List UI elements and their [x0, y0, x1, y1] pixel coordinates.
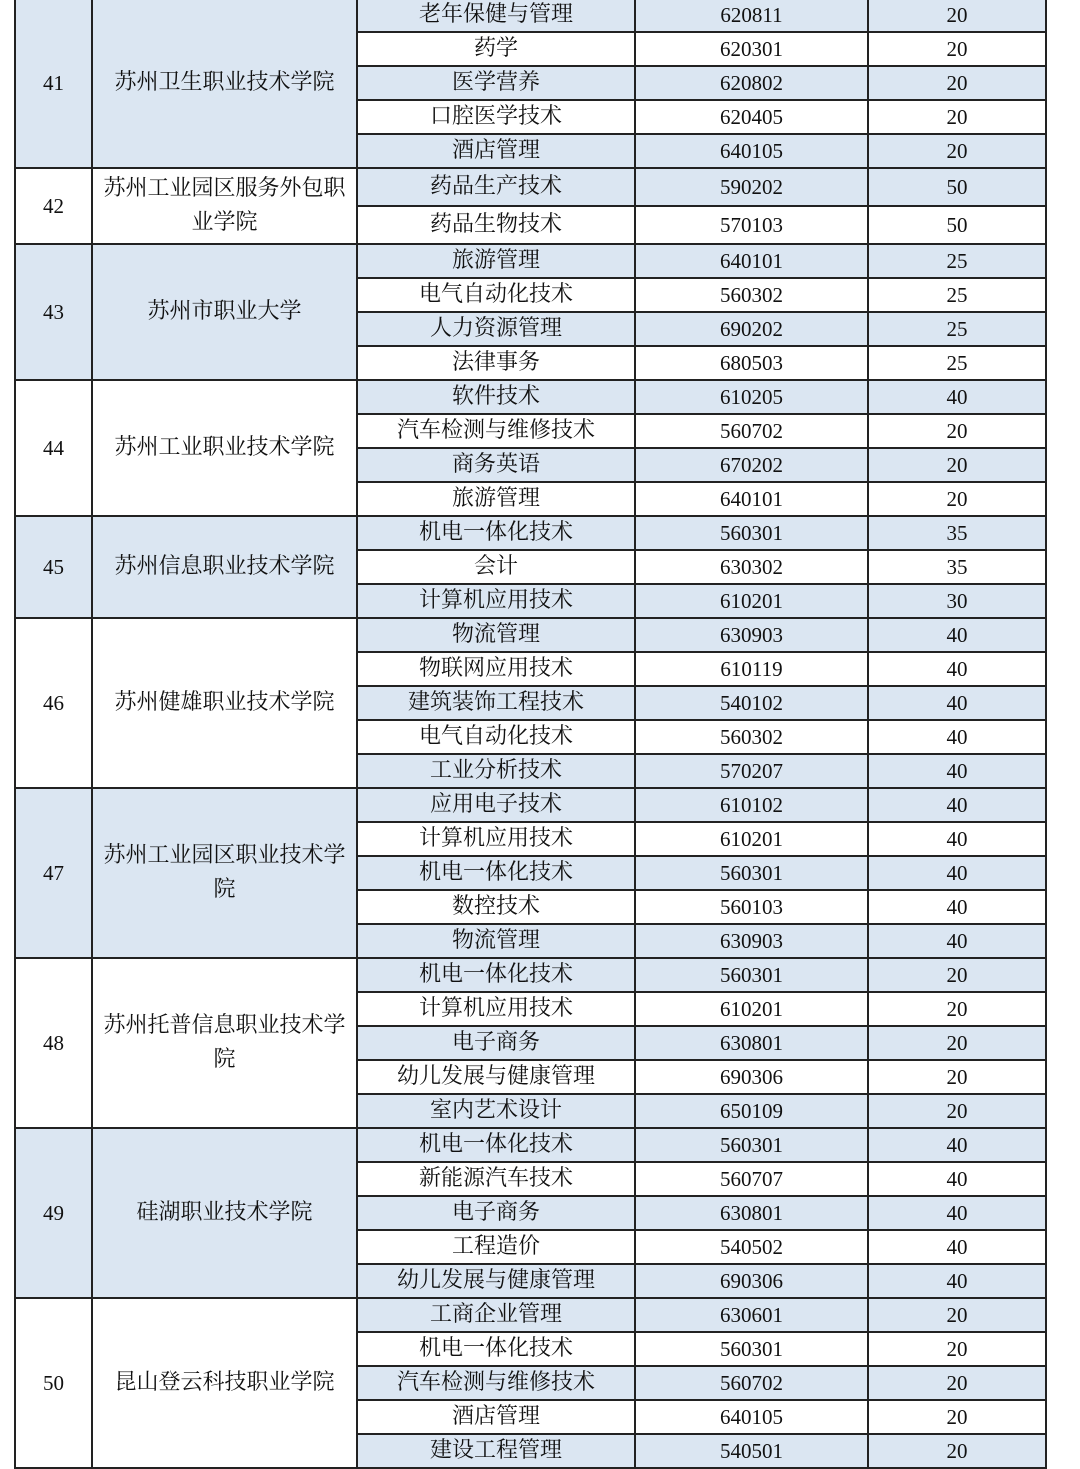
major-code: 640101	[636, 483, 869, 517]
enrollment-count: 20	[869, 101, 1047, 135]
enrollment-count: 40	[869, 619, 1047, 653]
major-code: 690306	[636, 1061, 869, 1095]
school-name: 苏州卫生职业技术学院	[93, 0, 358, 169]
major-name: 电子商务	[358, 1027, 636, 1061]
major-code: 560301	[636, 959, 869, 993]
major-name: 药品生物技术	[358, 207, 636, 245]
major-code: 630801	[636, 1197, 869, 1231]
major-name: 机电一体化技术	[358, 1129, 636, 1163]
major-code: 560302	[636, 721, 869, 755]
major-name: 工商企业管理	[358, 1299, 636, 1333]
school-name: 硅湖职业技术学院	[93, 1129, 358, 1299]
school-number: 44	[14, 381, 93, 517]
major-name: 老年保健与管理	[358, 0, 636, 33]
school-number: 48	[14, 959, 93, 1129]
enrollment-count: 20	[869, 33, 1047, 67]
enrollment-count: 20	[869, 959, 1047, 993]
major-code: 630903	[636, 619, 869, 653]
major-name: 幼儿发展与健康管理	[358, 1061, 636, 1095]
major-code: 560702	[636, 415, 869, 449]
major-name: 幼儿发展与健康管理	[358, 1265, 636, 1299]
major-name: 酒店管理	[358, 135, 636, 169]
enrollment-count: 25	[869, 279, 1047, 313]
enrollment-count: 20	[869, 135, 1047, 169]
major-code: 610102	[636, 789, 869, 823]
major-name: 电气自动化技术	[358, 721, 636, 755]
enrollment-count: 20	[869, 1095, 1047, 1129]
major-name: 法律事务	[358, 347, 636, 381]
major-code: 620802	[636, 67, 869, 101]
school-number: 41	[14, 0, 93, 169]
major-code: 560707	[636, 1163, 869, 1197]
enrollment-count: 40	[869, 891, 1047, 925]
major-name: 应用电子技术	[358, 789, 636, 823]
school-number: 42	[14, 169, 93, 245]
enrollment-count: 20	[869, 1401, 1047, 1435]
school-number: 47	[14, 789, 93, 959]
major-code: 640105	[636, 135, 869, 169]
major-code: 630903	[636, 925, 869, 959]
major-name: 数控技术	[358, 891, 636, 925]
enrollment-count: 20	[869, 1367, 1047, 1401]
major-name: 电子商务	[358, 1197, 636, 1231]
major-code: 560302	[636, 279, 869, 313]
major-name: 新能源汽车技术	[358, 1163, 636, 1197]
enrollment-count: 40	[869, 1197, 1047, 1231]
school-name: 苏州工业职业技术学院	[93, 381, 358, 517]
major-name: 医学营养	[358, 67, 636, 101]
major-name: 旅游管理	[358, 483, 636, 517]
enrollment-count: 20	[869, 1299, 1047, 1333]
enrollment-count: 40	[869, 687, 1047, 721]
school-number: 46	[14, 619, 93, 789]
major-code: 610201	[636, 585, 869, 619]
major-code: 540501	[636, 1435, 869, 1469]
major-code: 670202	[636, 449, 869, 483]
major-name: 工程造价	[358, 1231, 636, 1265]
enrollment-count: 40	[869, 755, 1047, 789]
enrollment-count: 25	[869, 313, 1047, 347]
enrollment-count: 20	[869, 415, 1047, 449]
major-code: 560702	[636, 1367, 869, 1401]
enrollment-count: 20	[869, 0, 1047, 33]
school-name: 苏州工业园区职业技术学院	[93, 789, 358, 959]
enrollment-count: 40	[869, 721, 1047, 755]
major-code: 630801	[636, 1027, 869, 1061]
enrollment-count: 20	[869, 993, 1047, 1027]
major-code: 560301	[636, 1333, 869, 1367]
major-name: 机电一体化技术	[358, 517, 636, 551]
major-code: 560301	[636, 857, 869, 891]
major-name: 建设工程管理	[358, 1435, 636, 1469]
major-code: 560103	[636, 891, 869, 925]
major-name: 计算机应用技术	[358, 585, 636, 619]
major-code: 540502	[636, 1231, 869, 1265]
major-name: 会计	[358, 551, 636, 585]
school-name: 苏州信息职业技术学院	[93, 517, 358, 619]
enrollment-count: 20	[869, 1027, 1047, 1061]
major-code: 640101	[636, 245, 869, 279]
major-name: 物联网应用技术	[358, 653, 636, 687]
major-name: 计算机应用技术	[358, 823, 636, 857]
major-name: 建筑装饰工程技术	[358, 687, 636, 721]
major-name: 工业分析技术	[358, 755, 636, 789]
major-name: 机电一体化技术	[358, 959, 636, 993]
major-code: 630302	[636, 551, 869, 585]
school-number: 45	[14, 517, 93, 619]
enrollment-count: 20	[869, 449, 1047, 483]
major-code: 540102	[636, 687, 869, 721]
major-code: 640105	[636, 1401, 869, 1435]
major-code: 650109	[636, 1095, 869, 1129]
major-code: 620811	[636, 0, 869, 33]
major-name: 商务英语	[358, 449, 636, 483]
major-code: 610201	[636, 993, 869, 1027]
major-name: 旅游管理	[358, 245, 636, 279]
enrollment-count: 40	[869, 789, 1047, 823]
major-name: 计算机应用技术	[358, 993, 636, 1027]
enrollment-table	[14, 0, 1047, 1463]
major-code: 560301	[636, 1129, 869, 1163]
enrollment-count: 40	[869, 653, 1047, 687]
enrollment-count: 30	[869, 585, 1047, 619]
major-name: 人力资源管理	[358, 313, 636, 347]
school-number: 50	[14, 1299, 93, 1469]
major-name: 汽车检测与维修技术	[358, 415, 636, 449]
enrollment-count: 20	[869, 67, 1047, 101]
major-name: 软件技术	[358, 381, 636, 415]
enrollment-count: 40	[869, 857, 1047, 891]
major-code: 690306	[636, 1265, 869, 1299]
enrollment-count: 40	[869, 381, 1047, 415]
enrollment-count: 40	[869, 1231, 1047, 1265]
school-name: 苏州健雄职业技术学院	[93, 619, 358, 789]
enrollment-count: 35	[869, 517, 1047, 551]
enrollment-count: 40	[869, 823, 1047, 857]
enrollment-count: 25	[869, 347, 1047, 381]
enrollment-count: 35	[869, 551, 1047, 585]
school-name: 苏州托普信息职业技术学院	[93, 959, 358, 1129]
major-code: 560301	[636, 517, 869, 551]
enrollment-count: 20	[869, 1061, 1047, 1095]
school-number: 49	[14, 1129, 93, 1299]
enrollment-count: 40	[869, 1129, 1047, 1163]
enrollment-count: 40	[869, 1163, 1047, 1197]
major-name: 电气自动化技术	[358, 279, 636, 313]
major-name: 口腔医学技术	[358, 101, 636, 135]
major-name: 药品生产技术	[358, 169, 636, 207]
major-name: 物流管理	[358, 925, 636, 959]
major-code: 610201	[636, 823, 869, 857]
major-name: 酒店管理	[358, 1401, 636, 1435]
major-code: 680503	[636, 347, 869, 381]
school-name: 苏州市职业大学	[93, 245, 358, 381]
major-code: 570207	[636, 755, 869, 789]
major-code: 630601	[636, 1299, 869, 1333]
school-name: 苏州工业园区服务外包职业学院	[93, 169, 358, 245]
major-code: 620301	[636, 33, 869, 67]
major-name: 机电一体化技术	[358, 857, 636, 891]
enrollment-count: 20	[869, 483, 1047, 517]
enrollment-count: 20	[869, 1333, 1047, 1367]
major-name: 汽车检测与维修技术	[358, 1367, 636, 1401]
major-code: 620405	[636, 101, 869, 135]
school-number: 43	[14, 245, 93, 381]
school-name: 昆山登云科技职业学院	[93, 1299, 358, 1469]
enrollment-count: 40	[869, 1265, 1047, 1299]
major-code: 690202	[636, 313, 869, 347]
major-code: 610205	[636, 381, 869, 415]
enrollment-count: 25	[869, 245, 1047, 279]
major-name: 室内艺术设计	[358, 1095, 636, 1129]
major-code: 610119	[636, 653, 869, 687]
major-name: 药学	[358, 33, 636, 67]
major-code: 590202	[636, 169, 869, 207]
enrollment-count: 20	[869, 1435, 1047, 1469]
enrollment-count: 50	[869, 207, 1047, 245]
major-name: 机电一体化技术	[358, 1333, 636, 1367]
major-code: 570103	[636, 207, 869, 245]
enrollment-count: 40	[869, 925, 1047, 959]
major-name: 物流管理	[358, 619, 636, 653]
enrollment-count: 50	[869, 169, 1047, 207]
